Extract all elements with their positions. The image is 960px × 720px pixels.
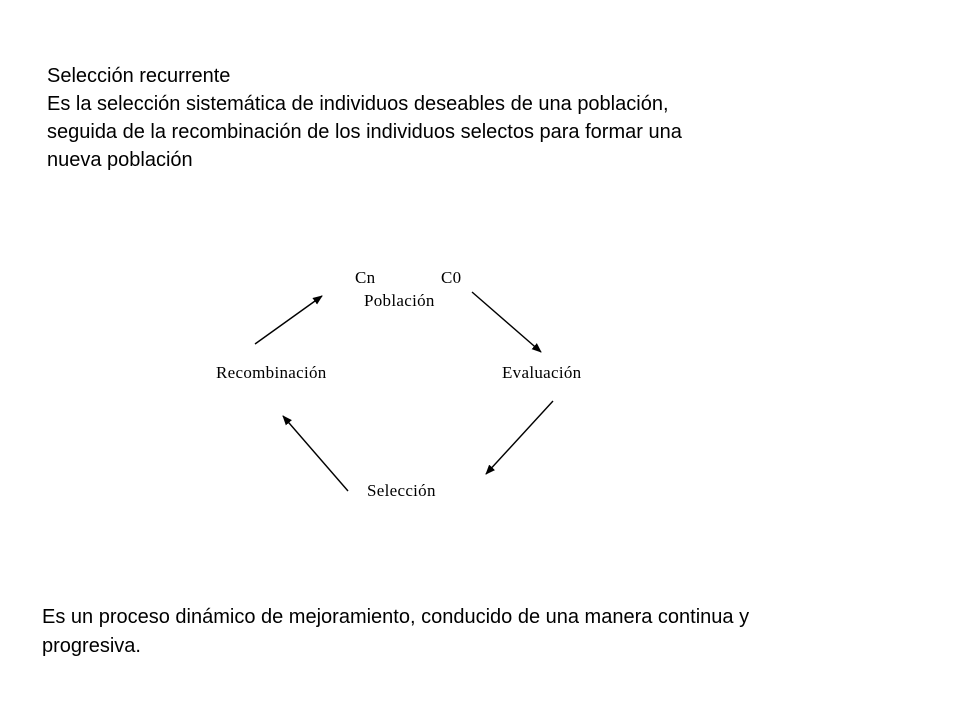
- arrow-seleccion-to-recombinacion: [283, 416, 348, 491]
- intro-title: Selección recurrente: [47, 65, 231, 87]
- closing-text-block: [42, 603, 922, 661]
- intro-line-2: seguida de la recombinación de los individuos selectos para formar una: [47, 121, 682, 143]
- node-poblacion: Población: [364, 291, 435, 310]
- node-recombinacion: Recombinación: [216, 363, 327, 382]
- arrow-poblacion-to-evaluacion: [472, 292, 541, 352]
- node-seleccion: Selección: [367, 481, 436, 500]
- intro-line-1: Es la selección sistemática de individuos deseables de una población,: [47, 93, 669, 115]
- closing-line-2: progresiva.: [42, 635, 141, 657]
- arrow-evaluacion-to-seleccion: [486, 401, 553, 474]
- node-cn-label: Cn: [355, 268, 376, 287]
- node-c0-label: C0: [441, 268, 462, 287]
- intro-line-3: nueva población: [47, 149, 193, 171]
- node-evaluacion: Evaluación: [502, 363, 582, 382]
- closing-line-1: Es un proceso dinámico de mejoramiento, conducido de una manera continua y: [42, 606, 750, 628]
- arrow-recombinacion-to-poblacion: [255, 296, 322, 344]
